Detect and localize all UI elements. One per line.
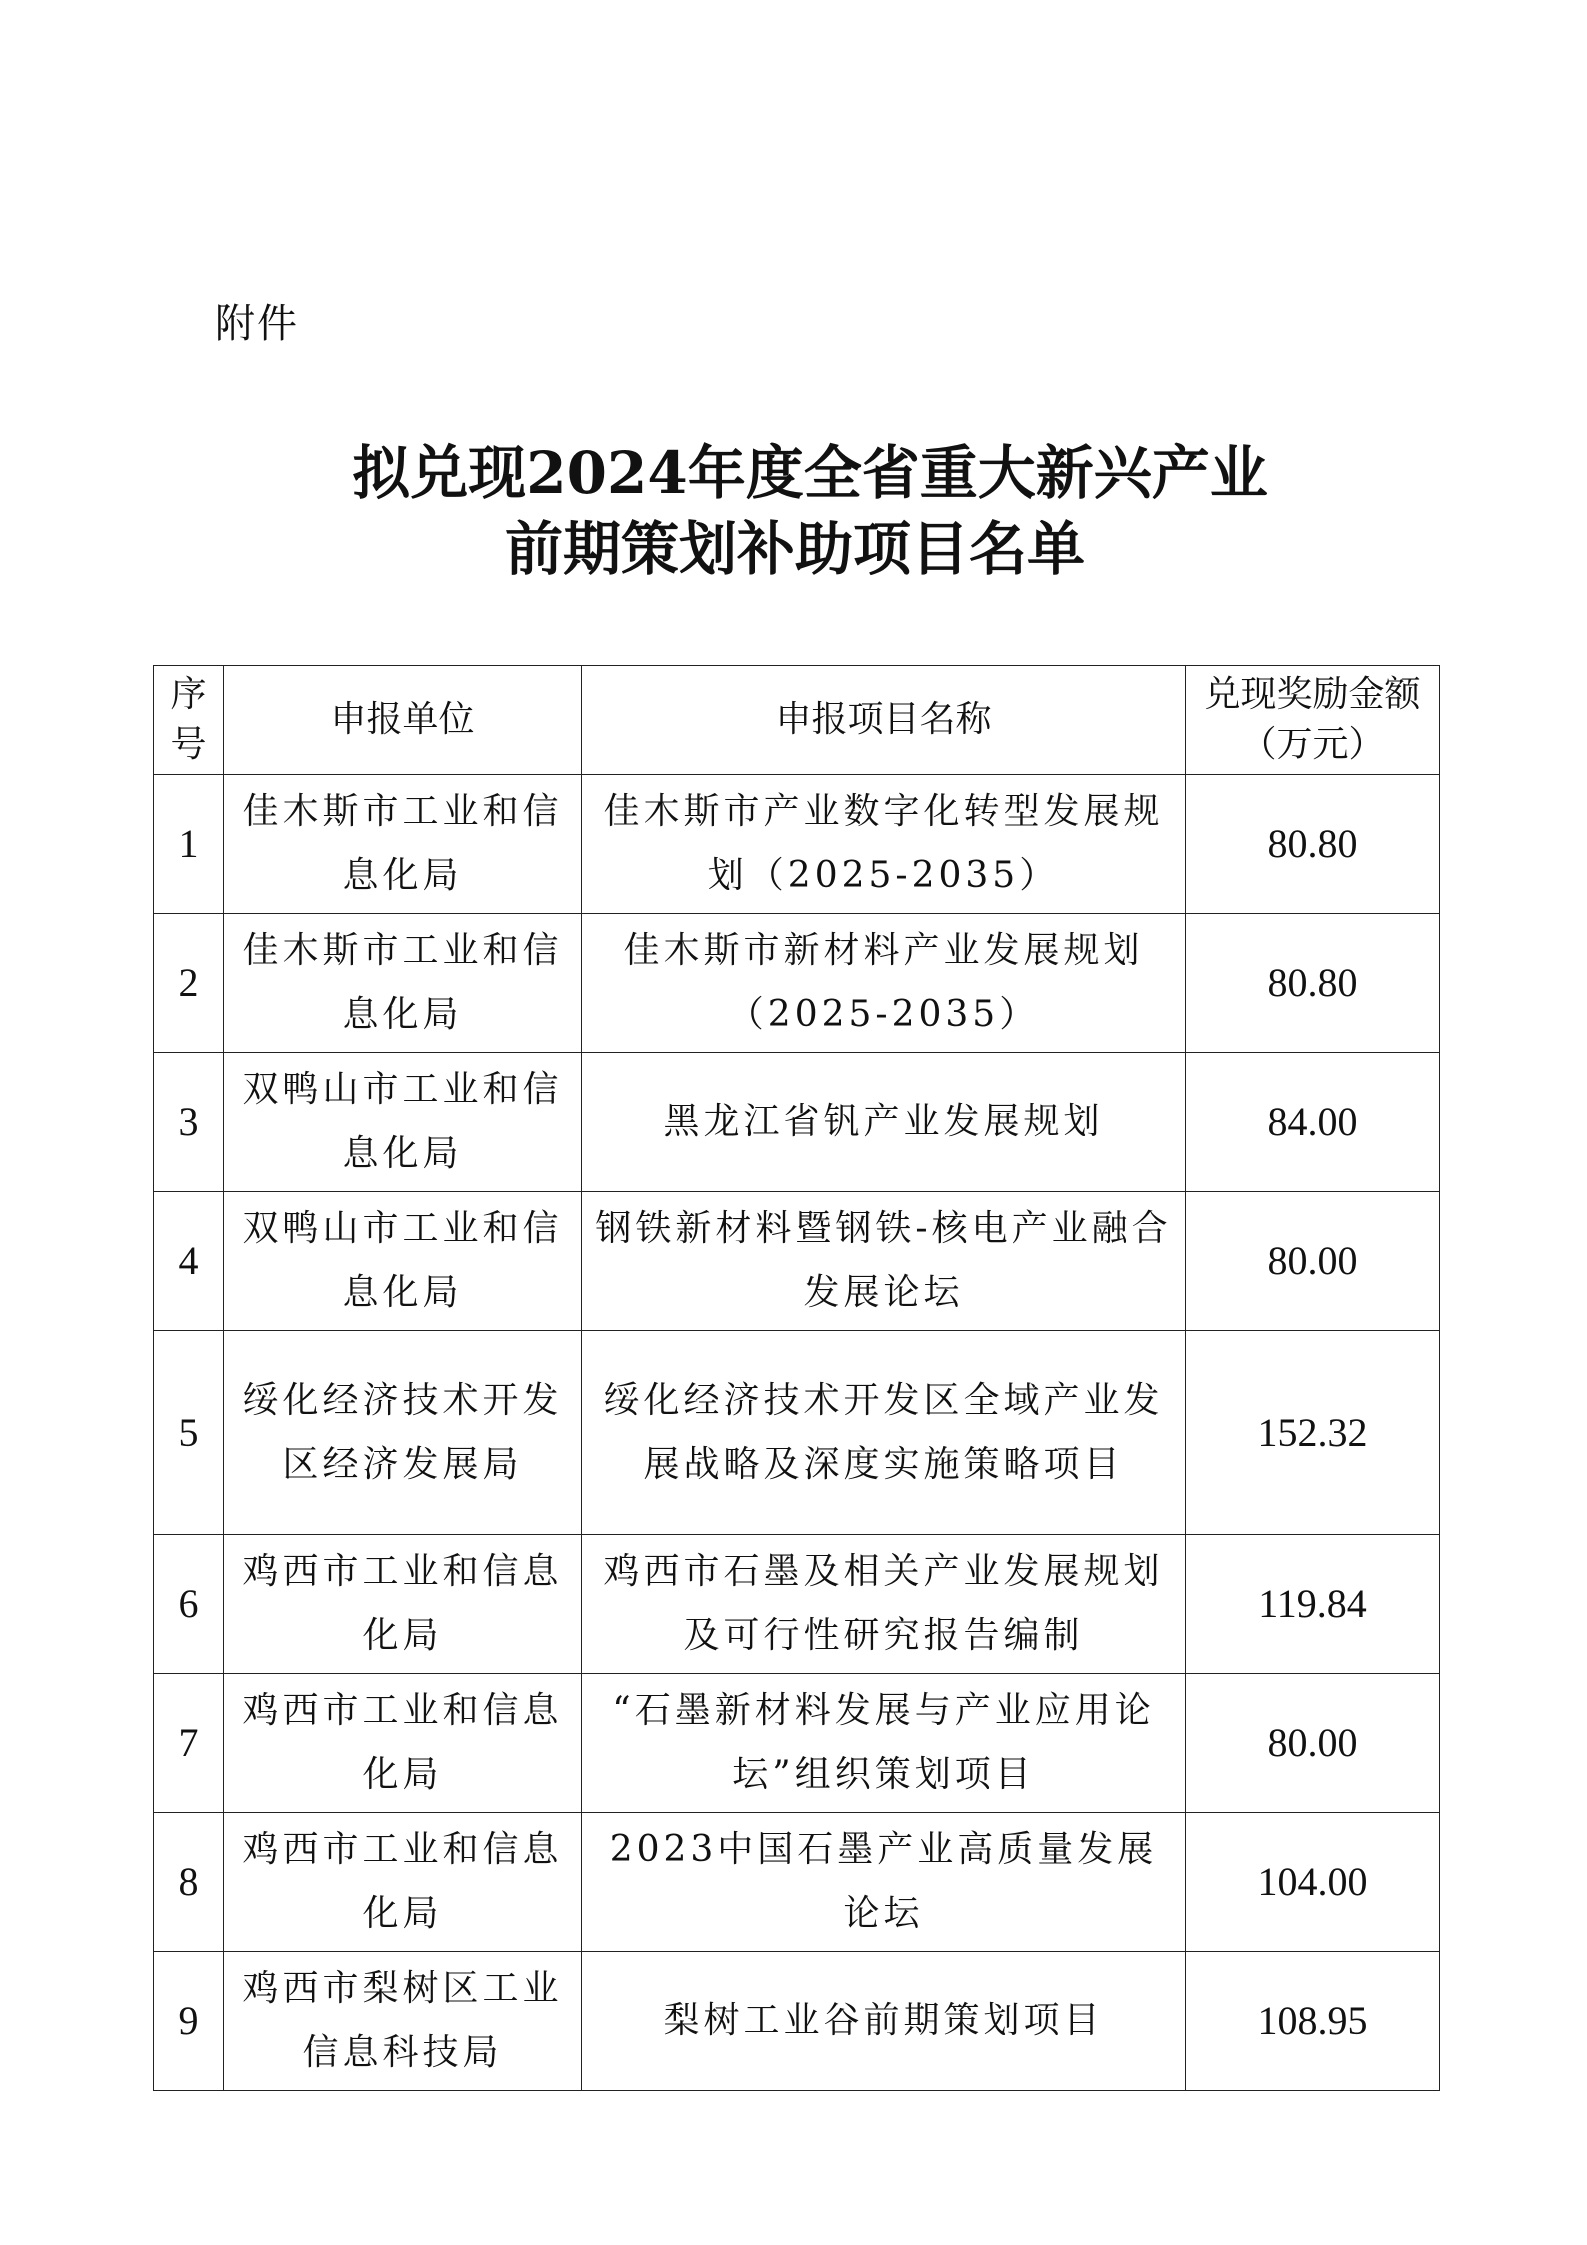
- row-project: 绥化经济技术开发区全域产业发展战略及深度实施策略项目: [582, 1331, 1186, 1535]
- row-amount: 108.95: [1186, 1952, 1440, 2091]
- row-project: “石墨新材料发展与产业应用论坛”组织策划项目: [582, 1674, 1186, 1813]
- row-amount: 80.80: [1186, 775, 1440, 914]
- row-project: 钢铁新材料暨钢铁-核电产业融合发展论坛: [582, 1192, 1186, 1331]
- row-amount: 104.00: [1186, 1813, 1440, 1952]
- row-number: 4: [154, 1192, 224, 1331]
- table-row: [154, 1952, 1440, 2091]
- row-number: 9: [154, 1952, 224, 2091]
- subsidy-project-table: [153, 665, 1440, 2091]
- row-amount: 80.80: [1186, 914, 1440, 1053]
- row-project: 2023中国石墨产业高质量发展论坛: [582, 1813, 1186, 1952]
- row-number: 7: [154, 1674, 224, 1813]
- row-unit: 绥化经济技术开发区经济发展局: [224, 1331, 582, 1535]
- row-unit: 鸡西市梨树区工业信息科技局: [224, 1952, 582, 2091]
- row-project: 鸡西市石墨及相关产业发展规划及可行性研究报告编制: [582, 1535, 1186, 1674]
- document-title-line-2: 前期策划补助项目名单: [504, 515, 1085, 583]
- row-number: 5: [154, 1331, 224, 1535]
- header-project: 申报项目名称: [582, 666, 1186, 775]
- table-row: [154, 914, 1440, 1053]
- row-amount: 80.00: [1186, 1192, 1440, 1331]
- row-unit: 佳木斯市工业和信息化局: [224, 914, 582, 1053]
- table-row: [154, 1053, 1440, 1192]
- row-unit: 鸡西市工业和信息化局: [224, 1674, 582, 1813]
- row-number: 1: [154, 775, 224, 914]
- row-unit: 鸡西市工业和信息化局: [224, 1813, 582, 1952]
- header-amount: 兑现奖励金额（万元）: [1186, 666, 1440, 775]
- table-row: [154, 1535, 1440, 1674]
- header-unit: 申报单位: [224, 666, 582, 775]
- row-number: 6: [154, 1535, 224, 1674]
- row-unit: 双鸭山市工业和信息化局: [224, 1192, 582, 1331]
- row-amount: 84.00: [1186, 1053, 1440, 1192]
- row-unit: 双鸭山市工业和信息化局: [224, 1053, 582, 1192]
- header-seq: 序号: [154, 666, 224, 775]
- row-project: 梨树工业谷前期策划项目: [582, 1952, 1186, 2091]
- row-unit: 鸡西市工业和信息化局: [224, 1535, 582, 1674]
- row-project: 佳木斯市新材料产业发展规划（2025-2035）: [582, 914, 1186, 1053]
- row-project: 黑龙江省钒产业发展规划: [582, 1053, 1186, 1192]
- table-header-row: [154, 666, 1440, 775]
- row-amount: 152.32: [1186, 1331, 1440, 1535]
- attachment-label: 附件: [215, 301, 299, 347]
- table-row: [154, 1674, 1440, 1813]
- row-amount: 119.84: [1186, 1535, 1440, 1674]
- table-row: [154, 1331, 1440, 1535]
- row-unit: 佳木斯市工业和信息化局: [224, 775, 582, 914]
- table-row: [154, 1813, 1440, 1952]
- document-title-line-1: 拟兑现2024年度全省重大新兴产业: [352, 439, 1268, 507]
- row-number: 8: [154, 1813, 224, 1952]
- table-row: [154, 1192, 1440, 1331]
- table-row: [154, 775, 1440, 914]
- row-number: 3: [154, 1053, 224, 1192]
- row-amount: 80.00: [1186, 1674, 1440, 1813]
- row-number: 2: [154, 914, 224, 1053]
- row-project: 佳木斯市产业数字化转型发展规划（2025-2035）: [582, 775, 1186, 914]
